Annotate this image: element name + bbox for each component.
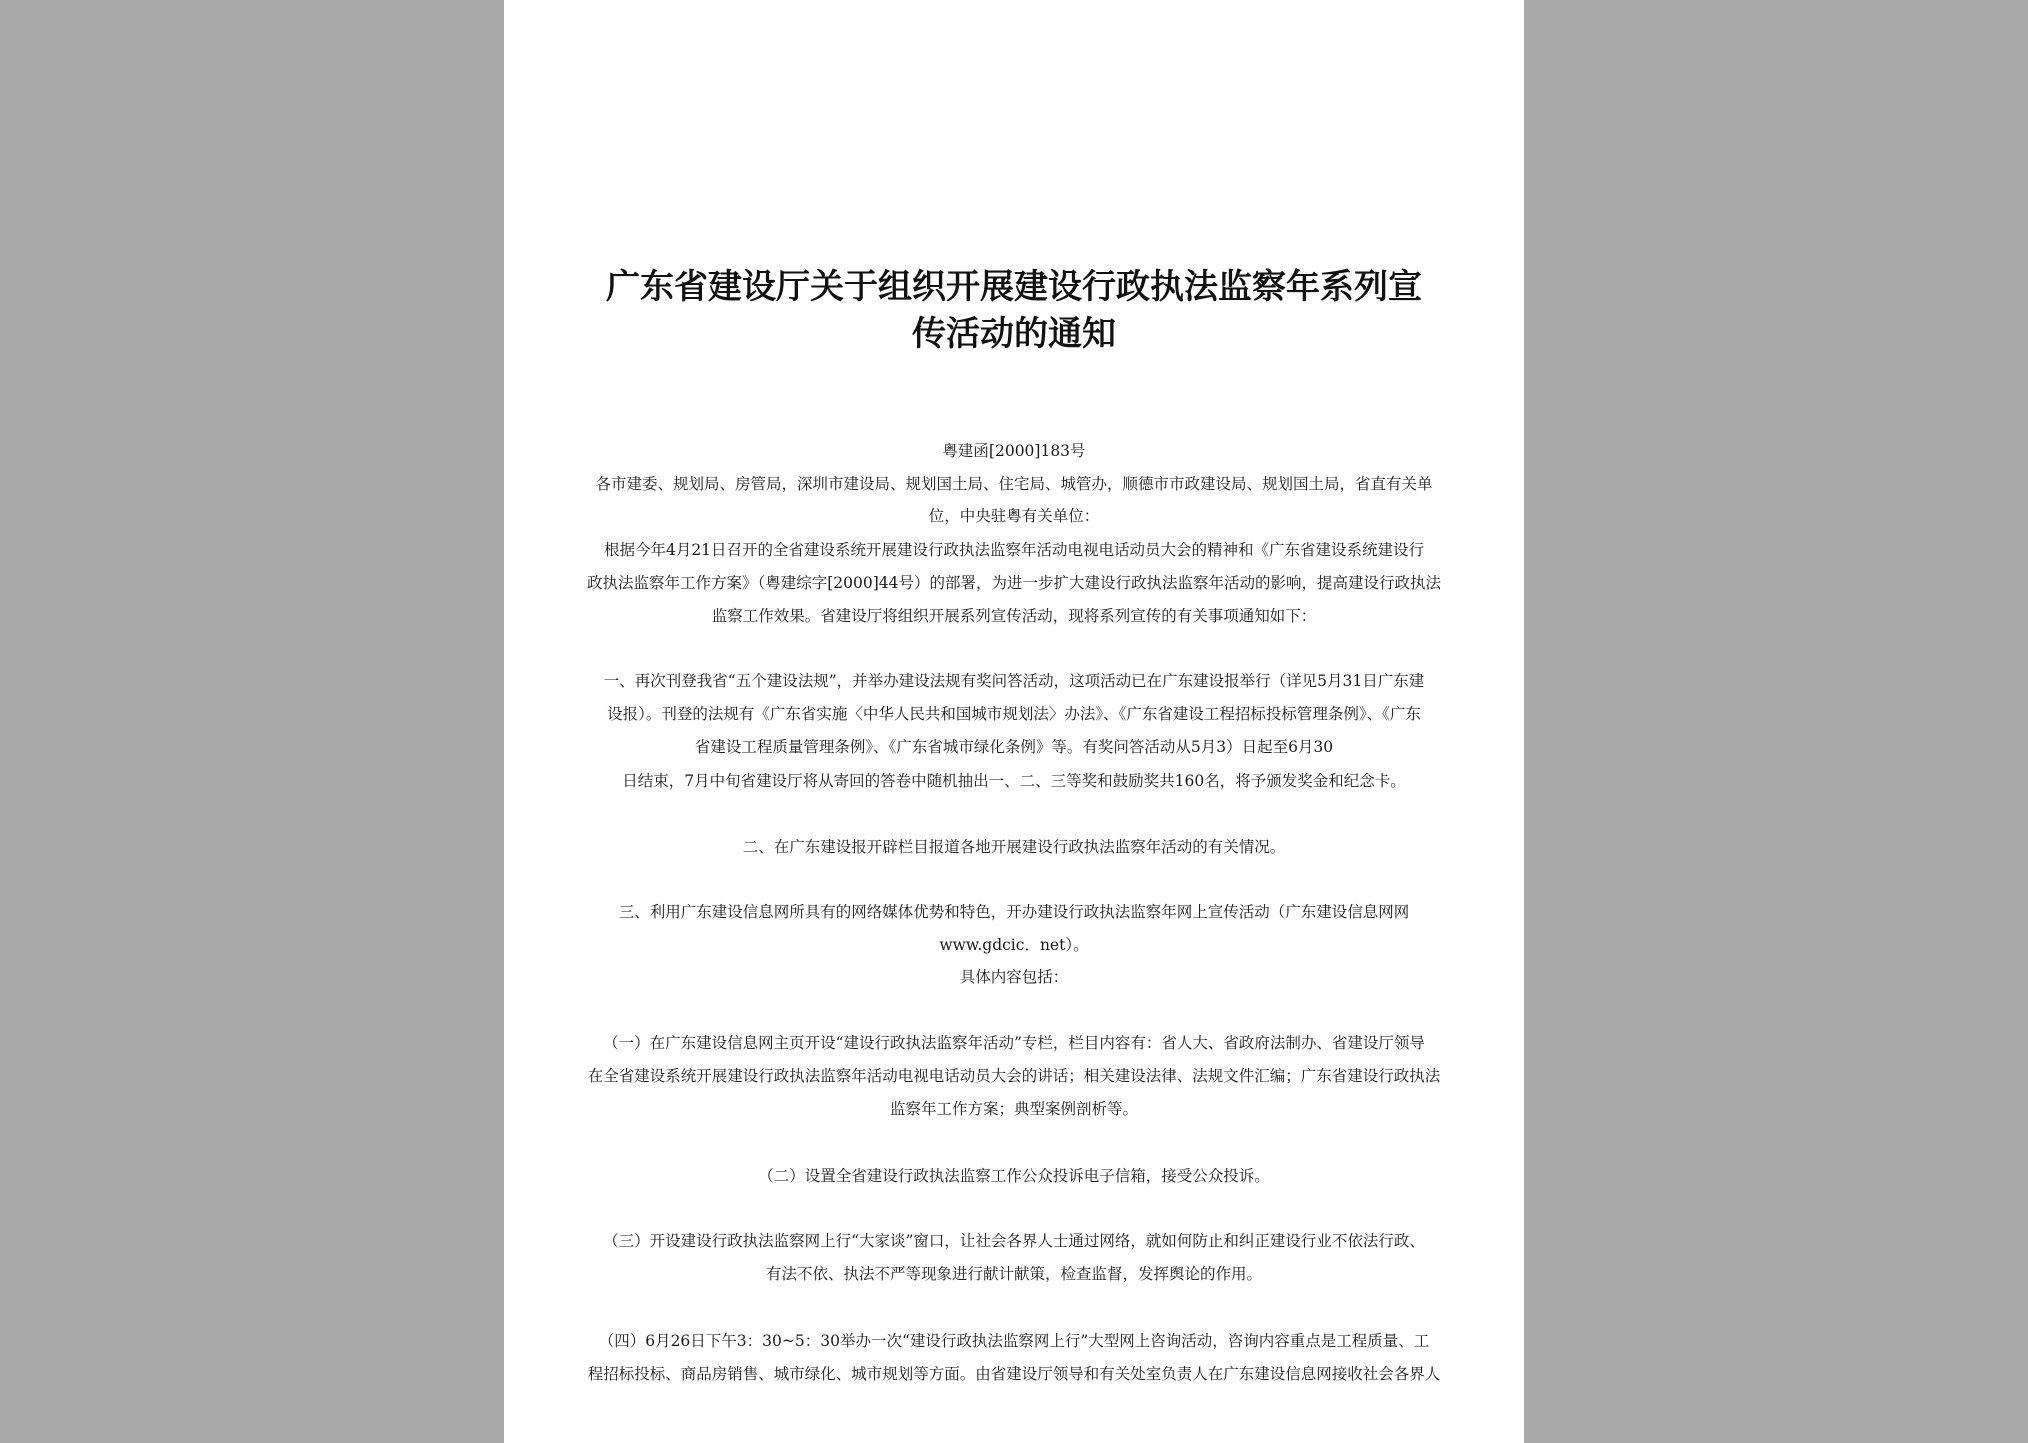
body-line: 三、利用广东建设信息网所具有的网络媒体优势和特色，开办建设行政执法监察年网上宣传活动（广东建设信息网网	[618, 903, 1410, 921]
body-line: 在全省建设系统开展建设行政执法监察年活动电视电话动员大会的讲话；相关建设法律、法规文件汇编；广东省建设行政执法	[587, 1067, 1441, 1085]
body-line: www.gdcic．net）。	[939, 936, 1089, 954]
addressee-line: 各市建委、规划局、房管局，深圳市建设局、规划国土局、住宅局、城管办，顺德市市政建设局、规划国土局，省直有关单	[595, 475, 1433, 493]
document-number: 粤建函[2000]183号	[942, 442, 1086, 460]
body-line: 监察年工作方案；典型案例剖析等。	[889, 1100, 1138, 1118]
body-line: 具体内容包括：	[959, 968, 1069, 986]
body-line: 一、再次刊登我省“五个建设法规”，并举办建设法规有奖问答活动，这项活动已在广东建设报举行（详见5月31日广东建	[603, 672, 1425, 690]
document-title-line-2: 传活动的通知	[912, 314, 1116, 354]
addressee-line: 位，中央驻粤有关单位：	[928, 507, 1100, 525]
body-line: 程招标投标、商品房销售、城市绿化、城市规划等方面。由省建设厅领导和有关处室负责人在广东建设信息网接收社会各界人	[587, 1365, 1441, 1383]
body-line: 政执法监察年工作方案》（粤建综字[2000]44号）的部署，为进一步扩大建设行政执法监察年活动的影响，提高建设行政执法	[586, 574, 1442, 592]
body-line: 根据今年4月21日召开的全省建设系统开展建设行政执法监察年活动电视电话动员大会的精神和《广东省建设系统建设行	[603, 541, 1425, 559]
body-line: 监察工作效果。省建设厅将组织开展系列宣传活动，现将系列宣传的有关事项通知如下：	[711, 607, 1317, 625]
body-line: 二、在广东建设报开辟栏目报道各地开展建设行政执法监察年活动的有关情况。	[742, 838, 1286, 856]
body-line: 日结束，7月中旬省建设厅将从寄回的答卷中随机抽出一、二、三等奖和鼓励奖共160名，将予颁发奖金和纪念卡。	[622, 772, 1406, 790]
body-line: （一）在广东建设信息网主页开设“建设行政执法监察年活动”专栏，栏目内容有：省人大、省政府法制办、省建设厅领导	[603, 1034, 1425, 1052]
body-line: 设报）。刊登的法规有《广东省实施〈中华人民共和国城市规划法〉办法》、《广东省建设工程招标投标管理条例》、《广东	[607, 705, 1421, 723]
body-line: （二）设置全省建设行政执法监察工作公众投诉电子信箱，接受公众投诉。	[758, 1167, 1270, 1185]
body-line: （三）开设建设行政执法监察网上行“大家谈”窗口，让社会各界人士通过网络，就如何防止和纠正建设行业不依法行政、	[603, 1232, 1425, 1250]
body-line: 有法不依、执法不严等现象进行献计献策，检查监督，发挥舆论的作用。	[765, 1265, 1262, 1283]
body-line: 省建设工程质量管理条例》、《广东省城市绿化条例》等。有奖问答活动从5月3）日起至6月30	[694, 738, 1334, 756]
document-title-line-1: 广东省建设厅关于组织开展建设行政执法监察年系列宣	[606, 267, 1422, 307]
body-line: （四）6月26日下午3：30~5：30举办一次“建设行政执法监察网上行”大型网上咨询活动，咨询内容重点是工程质量、工	[598, 1332, 1430, 1350]
document-page	[504, 0, 1524, 1443]
